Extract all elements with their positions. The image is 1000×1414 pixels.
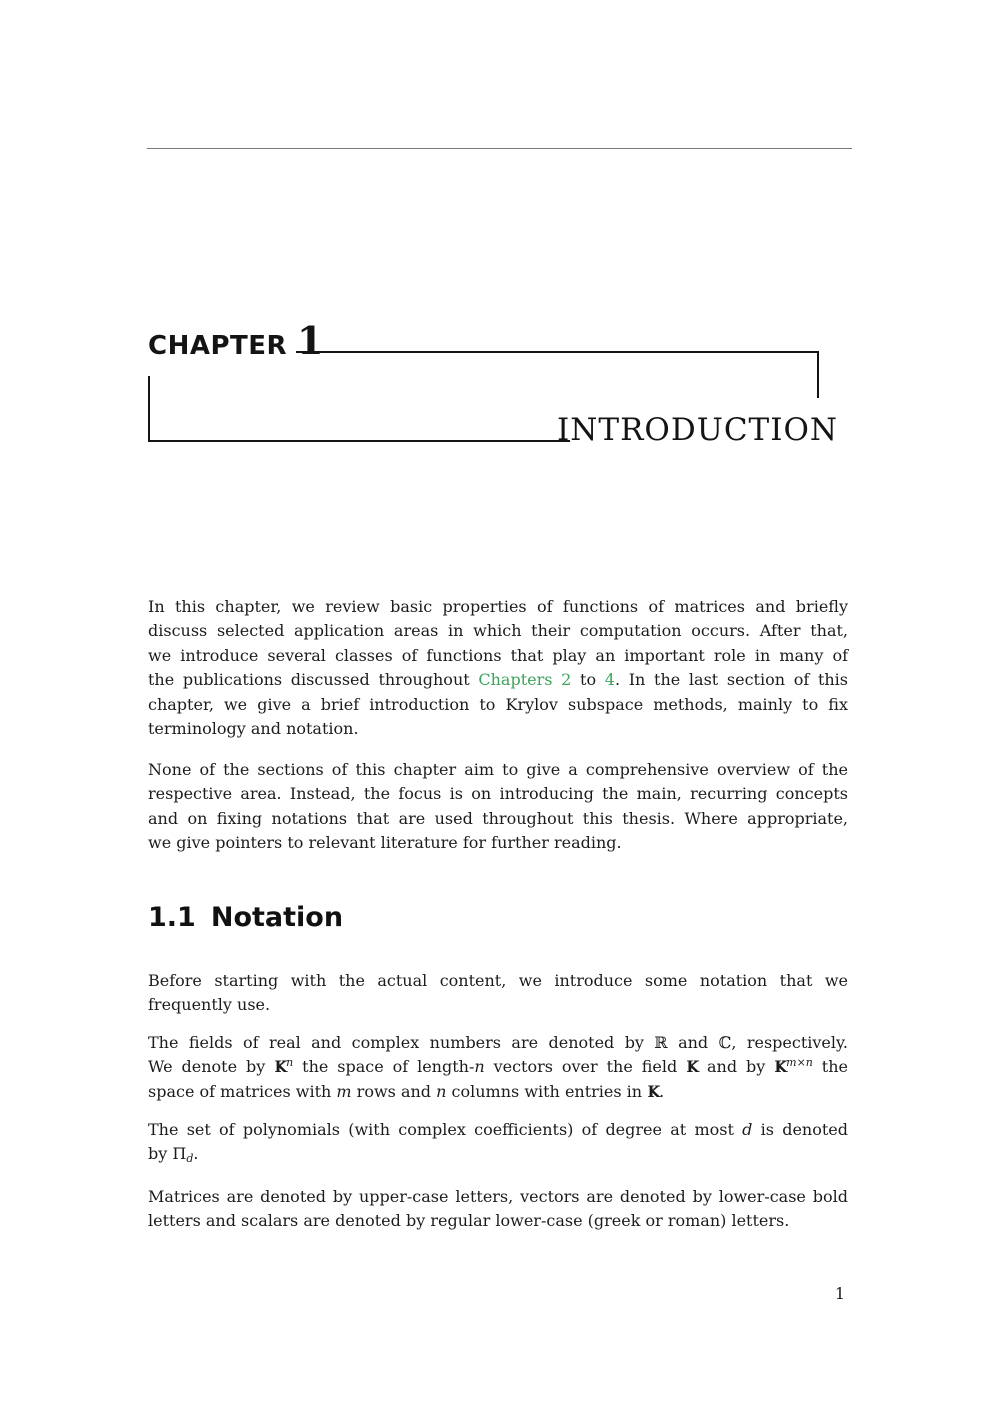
chapter-title: INTRODUCTION [557, 412, 838, 448]
chapters-2-link[interactable]: Chapters 2 [478, 670, 572, 690]
text-line: The fields of real and complex numbers are denoted by ℝ and ℂ, respectively. [148, 1033, 848, 1052]
chapter-4-link[interactable]: 4 [604, 670, 615, 690]
text-line: we give pointers to relevant literature for further reading. [148, 833, 622, 853]
text-line: We denote by K $K^n$ the space of length-n vectors over the field K K and by K $K^{m\times n}$ the [148, 1055, 848, 1079]
chapter-rule-bottom-left [148, 376, 570, 442]
text-line: Before starting with the actual content, we introduce some notation that we [148, 971, 848, 990]
text-line: space of matrices with m rows and n columns with entries in K K. [148, 1080, 848, 1104]
text-line: by $\Pi_d$. [148, 1144, 199, 1166]
text-line: chapter, we give a brief introduction to Krylov subspace methods, mainly to fix [148, 694, 848, 714]
text-line: Matrices are denoted by upper-case letters, vectors are denoted by lower-case bold [148, 1187, 848, 1206]
section-heading [148, 902, 343, 933]
paragraph-chapter-overview [148, 595, 848, 741]
paragraph-scope-note [148, 758, 848, 856]
text-line: In this chapter, we review basic properties of functions of matrices and briefly [148, 597, 848, 616]
text-line: discuss selected application areas in which their computation occurs. After that, [148, 621, 848, 641]
section-number: 1.1 [148, 902, 196, 933]
text-line: and on fixing notations that are used throughout this thesis. Where appropriate, [148, 808, 848, 828]
paragraph-fields-notation [148, 1031, 848, 1104]
header-rule [147, 148, 852, 149]
text-line: frequently use. [148, 995, 271, 1015]
text-line: terminology and notation. [148, 719, 359, 739]
paragraph-polynomials-notation [148, 1118, 848, 1167]
text-line: we introduce several classes of functions that play an important role in many of [148, 645, 848, 665]
paragraph-matrix-letter-conventions [148, 1185, 848, 1234]
text-line: respective area. Instead, the focus is on introducing the main, recurring concepts [148, 784, 848, 804]
text-line: None of the sections of this chapter aim to give a comprehensive overview of the [148, 760, 848, 779]
page-number: 1 [834, 1284, 845, 1303]
text-line: the publications discussed throughout Chapters 2 to 4. In the last section of this [148, 670, 849, 690]
text-line: The set of polynomials (with complex coefficients) of degree at most d is denoted [148, 1120, 848, 1139]
chapter-label: CHAPTER [148, 331, 288, 361]
paragraph-notation-intro [148, 969, 848, 1018]
text-line: letters and scalars are denoted by regular lower-case (greek or roman) letters. [148, 1211, 790, 1231]
section-title: Notation [210, 902, 344, 933]
chapter-number: 1 [297, 318, 324, 363]
